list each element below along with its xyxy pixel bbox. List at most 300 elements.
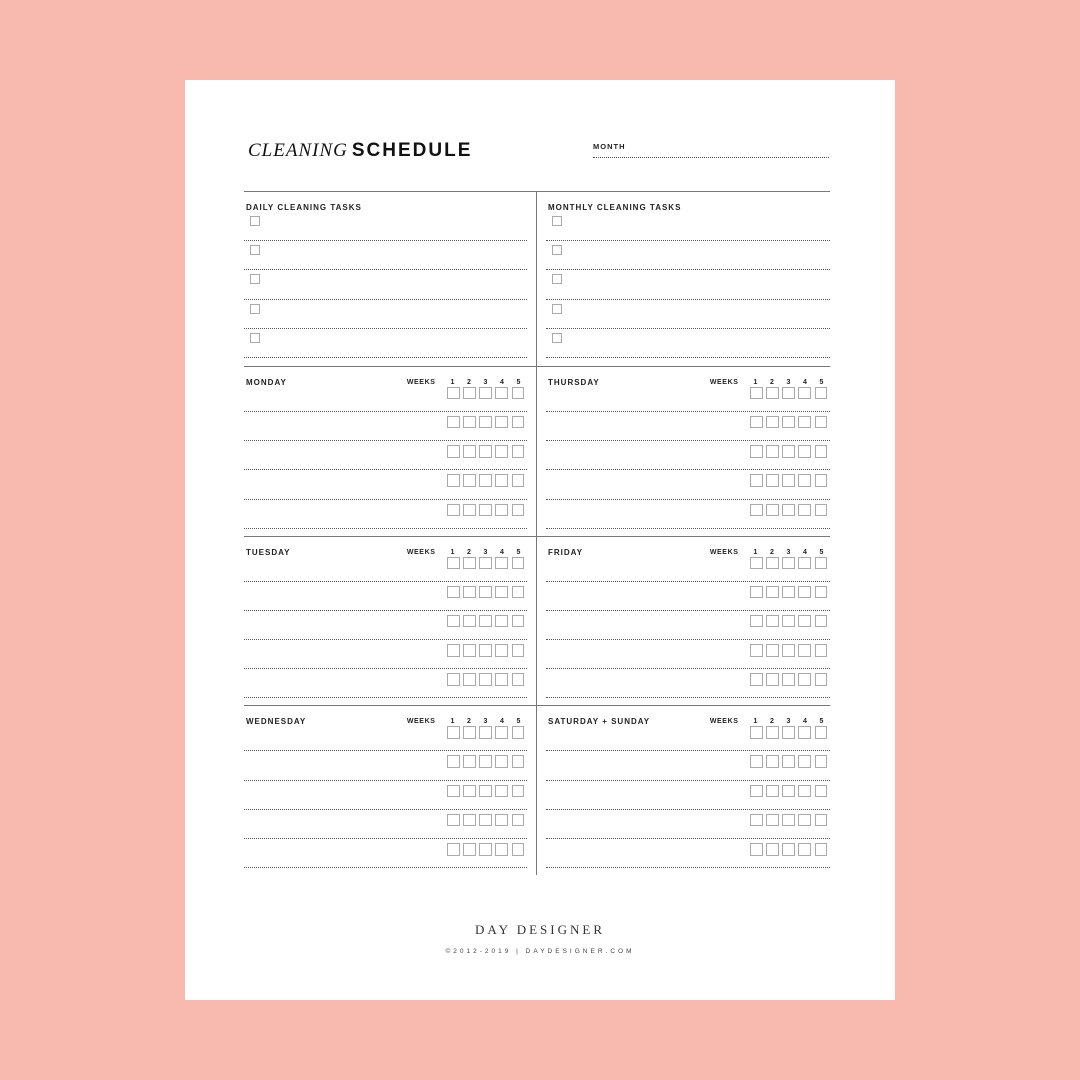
week-checkbox[interactable]: [782, 615, 795, 628]
week-checkbox[interactable]: [463, 445, 476, 458]
week-checkbox[interactable]: [479, 586, 492, 599]
week-checkbox[interactable]: [766, 416, 779, 429]
day-section: [244, 367, 537, 536]
week-checkbox[interactable]: [463, 843, 476, 856]
task-checkbox[interactable]: [552, 333, 562, 343]
days-row: [244, 536, 830, 706]
week-checkbox[interactable]: [463, 755, 476, 768]
week-checkbox[interactable]: [766, 814, 779, 827]
weeks-label: WEEKS: [709, 378, 739, 386]
week-checkbox[interactable]: [815, 615, 828, 628]
week-checkbox[interactable]: [495, 474, 508, 487]
week-checkbox[interactable]: [766, 785, 779, 798]
week-checkbox[interactable]: [447, 474, 460, 487]
week-checkbox[interactable]: [750, 504, 763, 517]
week-checkbox[interactable]: [512, 644, 525, 657]
task-line[interactable]: [546, 669, 830, 698]
task-line[interactable]: [546, 560, 830, 582]
task-line[interactable]: [546, 751, 830, 780]
day-title: MONDAY: [246, 377, 287, 387]
week-checkbox[interactable]: [512, 445, 525, 458]
week-number: 5: [516, 718, 521, 726]
day-title: SATURDAY + SUNDAY: [548, 717, 651, 727]
task-line[interactable]: [546, 412, 830, 441]
task-line[interactable]: [244, 611, 527, 640]
week-checkboxes: [750, 474, 827, 487]
week-checkbox[interactable]: [750, 586, 763, 599]
day-section: [537, 367, 830, 536]
week-number: 3: [786, 378, 791, 386]
week-checkboxes: [447, 504, 524, 517]
weeks-label: WEEKS: [406, 378, 436, 386]
week-checkbox[interactable]: [479, 814, 492, 827]
weeks-header: [407, 718, 527, 725]
task-line[interactable]: [546, 611, 830, 640]
week-checkbox[interactable]: [495, 445, 508, 458]
week-checkbox[interactable]: [798, 726, 811, 739]
week-number: 2: [467, 718, 472, 726]
week-checkbox[interactable]: [447, 445, 460, 458]
week-number: 1: [450, 718, 455, 726]
week-checkboxes: [750, 726, 827, 739]
week-checkbox[interactable]: [447, 814, 460, 827]
week-number: 1: [450, 548, 455, 556]
weeks-header: [710, 549, 830, 556]
task-checkbox[interactable]: [250, 304, 260, 314]
week-checkbox[interactable]: [815, 504, 828, 517]
week-checkbox[interactable]: [495, 615, 508, 628]
week-checkbox[interactable]: [798, 814, 811, 827]
week-checkbox[interactable]: [815, 586, 828, 599]
week-checkbox[interactable]: [750, 843, 763, 856]
week-checkbox[interactable]: [447, 843, 460, 856]
week-checkbox[interactable]: [479, 785, 492, 798]
day-title: WEDNESDAY: [246, 717, 307, 727]
week-checkbox[interactable]: [766, 504, 779, 517]
task-line[interactable]: [244, 329, 527, 358]
week-checkbox[interactable]: [815, 474, 828, 487]
week-checkbox[interactable]: [750, 755, 763, 768]
week-checkbox[interactable]: [798, 445, 811, 458]
week-checkbox[interactable]: [750, 387, 763, 400]
week-number: 4: [500, 718, 505, 726]
week-checkbox[interactable]: [766, 673, 779, 686]
week-checkbox[interactable]: [463, 416, 476, 429]
week-checkbox[interactable]: [512, 814, 525, 827]
week-checkbox[interactable]: [463, 785, 476, 798]
week-number: 2: [467, 548, 472, 556]
week-number: 5: [819, 718, 824, 726]
week-checkbox[interactable]: [766, 474, 779, 487]
task-checkbox[interactable]: [250, 333, 260, 343]
task-line[interactable]: [244, 412, 527, 441]
page-title: [248, 140, 472, 162]
week-checkboxes: [750, 644, 827, 657]
week-checkbox[interactable]: [815, 387, 828, 400]
day-section: [244, 706, 537, 875]
week-checkbox[interactable]: [463, 673, 476, 686]
week-checkbox[interactable]: [479, 445, 492, 458]
week-checkbox[interactable]: [512, 673, 525, 686]
week-checkbox[interactable]: [766, 755, 779, 768]
week-checkboxes: [750, 615, 827, 628]
task-checkbox[interactable]: [552, 245, 562, 255]
week-checkbox[interactable]: [750, 557, 763, 570]
week-checkbox[interactable]: [479, 615, 492, 628]
week-checkboxes: [750, 755, 827, 768]
week-checkbox[interactable]: [495, 814, 508, 827]
task-line[interactable]: [244, 729, 527, 751]
week-number: 4: [803, 378, 808, 386]
task-line[interactable]: [546, 729, 830, 751]
week-checkbox[interactable]: [479, 755, 492, 768]
day-section: [537, 706, 830, 875]
section-title: DAILY CLEANING TASKS: [246, 203, 362, 212]
week-checkbox[interactable]: [798, 586, 811, 599]
weeks-label: WEEKS: [406, 718, 436, 726]
week-checkbox[interactable]: [766, 843, 779, 856]
week-number: 4: [500, 548, 505, 556]
task-line[interactable]: [244, 212, 527, 241]
week-number: 3: [483, 548, 488, 556]
task-line[interactable]: [244, 390, 527, 412]
week-checkbox[interactable]: [782, 785, 795, 798]
week-checkbox[interactable]: [447, 755, 460, 768]
week-checkboxes: [750, 843, 827, 856]
week-checkbox[interactable]: [512, 416, 525, 429]
week-checkbox[interactable]: [463, 726, 476, 739]
week-checkbox[interactable]: [463, 644, 476, 657]
week-checkbox[interactable]: [479, 843, 492, 856]
week-checkbox[interactable]: [782, 504, 795, 517]
week-checkbox[interactable]: [815, 644, 828, 657]
weeks-header: [407, 379, 527, 386]
task-line[interactable]: [244, 500, 527, 529]
week-checkboxes: [750, 445, 827, 458]
section-title: MONTHLY CLEANING TASKS: [548, 203, 682, 212]
week-checkbox[interactable]: [512, 504, 525, 517]
week-checkboxes: [447, 416, 524, 429]
week-checkbox[interactable]: [766, 586, 779, 599]
week-checkboxes: [447, 586, 524, 599]
task-line[interactable]: [546, 390, 830, 412]
week-checkbox[interactable]: [512, 726, 525, 739]
weeks-label: WEEKS: [709, 718, 739, 726]
week-checkboxes: [447, 755, 524, 768]
week-checkboxes: [447, 673, 524, 686]
week-checkbox[interactable]: [750, 814, 763, 827]
week-checkbox[interactable]: [512, 557, 525, 570]
task-checkbox[interactable]: [552, 304, 562, 314]
week-checkbox[interactable]: [447, 416, 460, 429]
week-checkboxes: [447, 644, 524, 657]
week-checkbox[interactable]: [479, 557, 492, 570]
week-checkbox[interactable]: [815, 814, 828, 827]
week-checkbox[interactable]: [479, 387, 492, 400]
week-number: 2: [770, 378, 775, 386]
weeks-header: [407, 549, 527, 556]
week-checkboxes: [750, 814, 827, 827]
week-checkboxes: [750, 785, 827, 798]
week-number: 1: [753, 548, 758, 556]
week-checkboxes: [447, 474, 524, 487]
week-checkbox[interactable]: [495, 785, 508, 798]
week-checkbox[interactable]: [798, 755, 811, 768]
week-checkboxes: [447, 615, 524, 628]
week-checkbox[interactable]: [495, 557, 508, 570]
task-line[interactable]: [244, 582, 527, 611]
week-checkbox[interactable]: [495, 416, 508, 429]
week-checkbox[interactable]: [495, 387, 508, 400]
week-number: 5: [516, 378, 521, 386]
task-line[interactable]: [244, 839, 527, 868]
week-checkboxes: [447, 387, 524, 400]
week-checkbox[interactable]: [766, 615, 779, 628]
week-checkbox[interactable]: [782, 557, 795, 570]
task-line[interactable]: [546, 470, 830, 499]
task-line[interactable]: [546, 500, 830, 529]
week-checkbox[interactable]: [798, 785, 811, 798]
week-checkbox[interactable]: [447, 504, 460, 517]
task-line[interactable]: [244, 751, 527, 780]
task-line[interactable]: [244, 669, 527, 698]
week-checkboxes: [750, 673, 827, 686]
task-line[interactable]: [546, 441, 830, 470]
week-checkbox[interactable]: [766, 557, 779, 570]
week-checkbox[interactable]: [766, 644, 779, 657]
week-checkbox[interactable]: [750, 445, 763, 458]
week-number: 4: [500, 378, 505, 386]
week-checkbox[interactable]: [782, 755, 795, 768]
week-checkbox[interactable]: [798, 504, 811, 517]
week-checkbox[interactable]: [750, 615, 763, 628]
task-checkbox[interactable]: [250, 216, 260, 226]
weeks-header: [710, 718, 830, 725]
day-section: [244, 537, 537, 706]
week-checkbox[interactable]: [766, 387, 779, 400]
week-checkbox[interactable]: [750, 726, 763, 739]
week-checkbox[interactable]: [766, 726, 779, 739]
week-checkbox[interactable]: [798, 843, 811, 856]
week-number: 3: [483, 718, 488, 726]
week-checkboxes: [750, 557, 827, 570]
week-checkboxes: [750, 416, 827, 429]
week-number: 3: [786, 548, 791, 556]
task-line[interactable]: [546, 300, 830, 329]
week-checkbox[interactable]: [479, 474, 492, 487]
week-number: 5: [516, 548, 521, 556]
task-line[interactable]: [244, 560, 527, 582]
week-checkbox[interactable]: [463, 615, 476, 628]
week-checkbox[interactable]: [447, 785, 460, 798]
task-line[interactable]: [244, 781, 527, 810]
week-number: 1: [753, 718, 758, 726]
week-number: 2: [770, 548, 775, 556]
week-checkbox[interactable]: [495, 755, 508, 768]
days-row: [244, 366, 830, 536]
section-monthly: [537, 192, 830, 366]
week-checkbox[interactable]: [512, 755, 525, 768]
week-checkbox[interactable]: [479, 673, 492, 686]
weeks-label: WEEKS: [406, 548, 436, 556]
day-title: TUESDAY: [246, 547, 291, 557]
week-checkbox[interactable]: [782, 445, 795, 458]
week-checkbox[interactable]: [479, 726, 492, 739]
week-checkboxes: [447, 445, 524, 458]
section-daily: [244, 192, 537, 366]
week-number: 5: [819, 548, 824, 556]
week-checkbox[interactable]: [447, 557, 460, 570]
week-checkbox[interactable]: [782, 387, 795, 400]
month-line[interactable]: [593, 153, 829, 158]
week-checkbox[interactable]: [447, 586, 460, 599]
week-checkbox[interactable]: [512, 474, 525, 487]
task-line[interactable]: [244, 241, 527, 270]
week-checkbox[interactable]: [495, 843, 508, 856]
day-title: FRIDAY: [548, 547, 584, 557]
task-line[interactable]: [244, 441, 527, 470]
week-checkbox[interactable]: [798, 644, 811, 657]
week-checkbox[interactable]: [750, 474, 763, 487]
week-checkbox[interactable]: [463, 504, 476, 517]
week-checkbox[interactable]: [782, 843, 795, 856]
month-label: MONTH: [593, 142, 626, 151]
week-checkboxes: [750, 586, 827, 599]
week-checkboxes: [447, 843, 524, 856]
day-title: THURSDAY: [548, 377, 600, 387]
week-checkbox[interactable]: [782, 673, 795, 686]
copyright-text: ©2012-2019 | DAYDESIGNER.COM: [445, 948, 635, 955]
week-checkbox[interactable]: [815, 726, 828, 739]
task-line[interactable]: [244, 810, 527, 839]
week-checkboxes: [447, 557, 524, 570]
week-checkbox[interactable]: [815, 445, 828, 458]
week-checkbox[interactable]: [798, 615, 811, 628]
weeks-header: [710, 379, 830, 386]
week-checkbox[interactable]: [512, 843, 525, 856]
week-checkbox[interactable]: [798, 387, 811, 400]
week-checkbox[interactable]: [479, 416, 492, 429]
week-checkbox[interactable]: [463, 586, 476, 599]
week-checkbox[interactable]: [479, 644, 492, 657]
task-line[interactable]: [244, 470, 527, 499]
week-checkbox[interactable]: [750, 644, 763, 657]
week-checkbox[interactable]: [782, 726, 795, 739]
week-checkbox[interactable]: [750, 785, 763, 798]
brand-logo: DAY DESIGNER: [474, 922, 605, 937]
task-line[interactable]: [546, 839, 830, 868]
week-checkbox[interactable]: [815, 673, 828, 686]
week-checkbox[interactable]: [512, 785, 525, 798]
week-checkbox[interactable]: [447, 673, 460, 686]
week-number: 2: [467, 378, 472, 386]
task-checkbox[interactable]: [250, 245, 260, 255]
week-checkbox[interactable]: [447, 726, 460, 739]
task-line[interactable]: [244, 640, 527, 669]
task-line[interactable]: [546, 329, 830, 358]
week-checkbox[interactable]: [782, 586, 795, 599]
week-checkbox[interactable]: [479, 504, 492, 517]
title-italic: CLEANING: [248, 140, 348, 161]
week-number: 5: [819, 378, 824, 386]
schedule-page: [185, 80, 895, 1000]
week-checkboxes: [447, 726, 524, 739]
week-checkboxes: [447, 814, 524, 827]
week-checkbox[interactable]: [766, 445, 779, 458]
week-checkbox[interactable]: [463, 557, 476, 570]
task-line[interactable]: [244, 300, 527, 329]
task-line[interactable]: [546, 640, 830, 669]
week-checkbox[interactable]: [447, 387, 460, 400]
task-line[interactable]: [546, 582, 830, 611]
month-field[interactable]: [593, 142, 829, 158]
week-number: 4: [803, 548, 808, 556]
week-checkbox[interactable]: [512, 586, 525, 599]
week-checkboxes: [750, 504, 827, 517]
week-checkbox[interactable]: [815, 843, 828, 856]
week-checkbox[interactable]: [750, 416, 763, 429]
title-bold: SCHEDULE: [351, 140, 473, 161]
week-checkbox[interactable]: [463, 814, 476, 827]
week-number: 2: [770, 718, 775, 726]
week-checkbox[interactable]: [782, 814, 795, 827]
week-checkbox[interactable]: [798, 673, 811, 686]
week-number: 3: [786, 718, 791, 726]
week-number: 1: [753, 378, 758, 386]
week-checkbox[interactable]: [447, 644, 460, 657]
week-checkbox[interactable]: [815, 755, 828, 768]
weeks-label: WEEKS: [709, 548, 739, 556]
week-checkbox[interactable]: [512, 387, 525, 400]
week-checkboxes: [750, 387, 827, 400]
schedule-grid: [244, 191, 830, 875]
week-checkbox[interactable]: [750, 673, 763, 686]
tasks-row: [244, 191, 830, 366]
week-checkbox[interactable]: [798, 474, 811, 487]
days-row: [244, 705, 830, 875]
task-checkbox[interactable]: [552, 216, 562, 226]
week-checkbox[interactable]: [815, 785, 828, 798]
week-checkbox[interactable]: [798, 557, 811, 570]
week-checkbox[interactable]: [447, 615, 460, 628]
task-line[interactable]: [546, 212, 830, 241]
week-checkbox[interactable]: [463, 474, 476, 487]
week-checkbox[interactable]: [495, 644, 508, 657]
week-checkbox[interactable]: [512, 615, 525, 628]
task-checkbox[interactable]: [250, 274, 260, 284]
week-checkbox[interactable]: [495, 586, 508, 599]
task-line[interactable]: [244, 270, 527, 299]
week-checkbox[interactable]: [798, 416, 811, 429]
week-checkbox[interactable]: [495, 673, 508, 686]
week-checkbox[interactable]: [782, 474, 795, 487]
week-checkbox[interactable]: [463, 387, 476, 400]
week-number: 1: [450, 378, 455, 386]
day-section: [537, 537, 830, 706]
task-checkbox[interactable]: [552, 274, 562, 284]
week-checkbox[interactable]: [495, 504, 508, 517]
week-checkbox[interactable]: [495, 726, 508, 739]
week-checkbox[interactable]: [782, 644, 795, 657]
week-checkbox[interactable]: [815, 416, 828, 429]
week-checkbox[interactable]: [815, 557, 828, 570]
task-line[interactable]: [546, 810, 830, 839]
week-checkbox[interactable]: [782, 416, 795, 429]
task-line[interactable]: [546, 270, 830, 299]
task-line[interactable]: [546, 781, 830, 810]
task-line[interactable]: [546, 241, 830, 270]
week-number: 4: [803, 718, 808, 726]
